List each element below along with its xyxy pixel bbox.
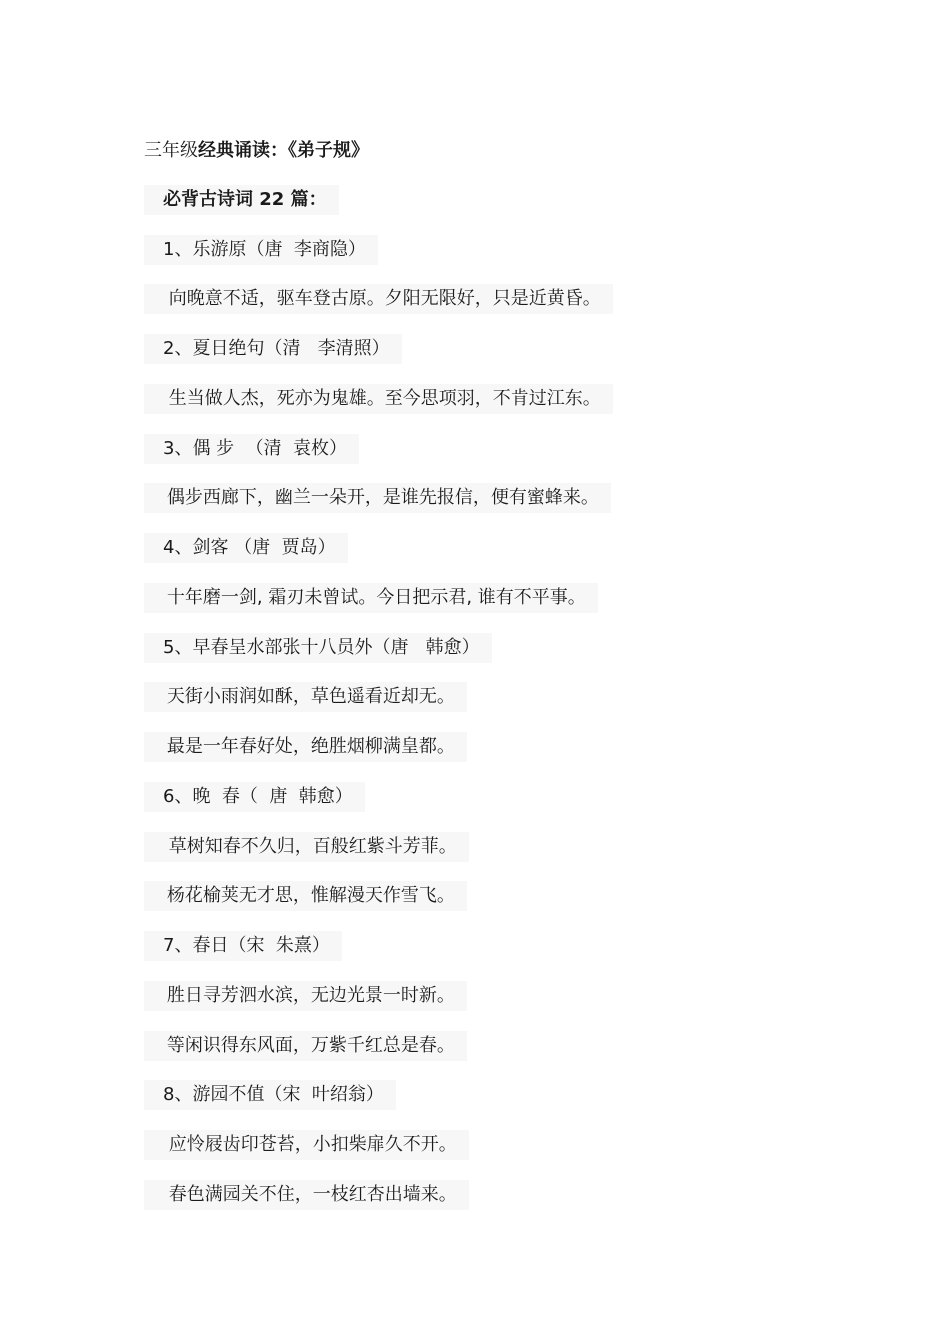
title-prefix: 三年级 — [144, 140, 198, 161]
poem-title-6: 6、晚 春（ 唐 韩愈） — [144, 782, 365, 812]
poem-title-4: 4、剑客 （唐 贾岛） — [144, 533, 348, 563]
poem-line: 十年磨一剑, 霜刃未曾试。今日把示君, 谁有不平事。 — [144, 583, 598, 613]
poem-line: 等闲识得东风面，万紫千红总是春。 — [144, 1031, 467, 1061]
title-bold: 经典诵读：《弟子规》 — [198, 140, 369, 161]
poem-line: 偶步西廊下，幽兰一朵开，是谁先报信，便有蜜蜂来。 — [144, 483, 611, 513]
poem-title-1: 1、乐游原（唐 李商隐） — [144, 235, 378, 265]
poem-line: 杨花榆荚无才思，惟解漫天作雪飞。 — [144, 881, 467, 911]
poem-title-2: 2、夏日绝句（清 李清照） — [144, 334, 402, 364]
page-title — [144, 136, 369, 166]
poem-line: 应怜屐齿印苍苔，小扣柴扉久不开。 — [144, 1130, 469, 1160]
poem-title-7: 7、春日（宋 朱熹） — [144, 931, 342, 961]
poem-title-3: 3、偶 步 （清 袁枚） — [144, 434, 359, 464]
section-heading: 必背古诗词 22 篇： — [144, 185, 339, 215]
poem-line: 最是一年春好处，绝胜烟柳满皇都。 — [144, 732, 467, 762]
poem-line: 胜日寻芳泗水滨，无边光景一时新。 — [144, 981, 467, 1011]
poem-line: 生当做人杰，死亦为鬼雄。至今思项羽，不肯过江东。 — [144, 384, 613, 414]
poem-line: 春色满园关不住，一枝红杏出墙来。 — [144, 1180, 469, 1210]
poem-line: 草树知春不久归，百般红紫斗芳菲。 — [144, 832, 469, 862]
poem-line: 向晚意不适，驱车登古原。夕阳无限好，只是近黄昏。 — [144, 284, 613, 314]
poem-line: 天街小雨润如酥，草色遥看近却无。 — [144, 682, 467, 712]
poem-title-5: 5、早春呈水部张十八员外（唐 韩愈） — [144, 633, 492, 663]
poem-title-8: 8、游园不值（宋 叶绍翁） — [144, 1080, 396, 1110]
